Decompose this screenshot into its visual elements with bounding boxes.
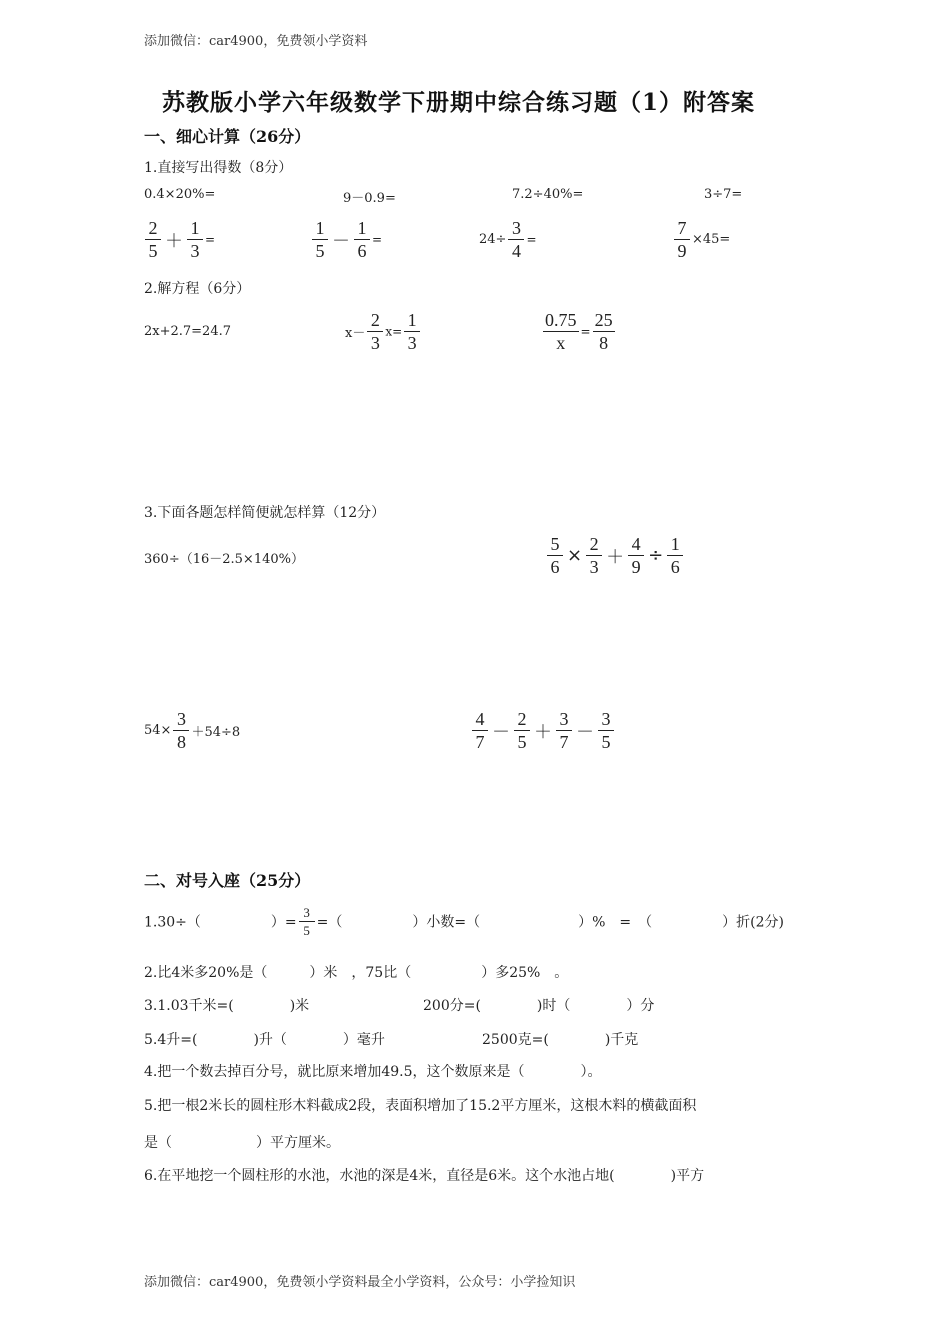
fill-line-8: 6.在平地挖一个圆柱形的水池，水池的深是4米，直径是6米。这个水池占地( )平方 <box>144 1168 705 1184</box>
simplify-2: $\frac{5}{6}$ × $\frac{2}{3}$ ＋ $\frac{4}{9}$ ÷ $\frac{1}{6}$ <box>545 534 685 577</box>
section2-heading: 二、对号入座（25分） <box>144 871 311 890</box>
fill-line-6: 5.把一根2米长的圆柱形木料截成2段，表面积增加了15.2平方厘米，这根木料的横截面积 <box>144 1098 697 1114</box>
q3-label: 3.下面各题怎样简便就怎样算（12分） <box>144 505 386 521</box>
calc-5: $\frac{2}{5}$ ＋ $\frac{1}{3}$ = <box>143 218 215 261</box>
fill-line-1: 1.30÷（ ）= $\frac{3}{5}$ =（ ）小数=（ ）% = （ ）折(2分) <box>144 905 784 938</box>
calc-8: $\frac{7}{9}$ ×45= <box>672 218 730 261</box>
page-title: 苏教版小学六年级数学下册期中综合练习题（1）附答案 <box>162 89 756 116</box>
fill-line-3a: 3.1.03千米=( )米 <box>144 998 310 1014</box>
fill-line-4a: 5.4升=( )升（ ）毫升 <box>144 1032 385 1048</box>
calc-6: $\frac{1}{5}$ － $\frac{1}{6}$ = <box>310 218 382 261</box>
fill-line-3b: 200分=( )时（ ）分 <box>423 998 655 1014</box>
simplify-4: $\frac{4}{7}$ － $\frac{2}{5}$ ＋ $\frac{3}{7}$ － $\frac{3}{5}$ <box>470 709 616 752</box>
section1-heading: 一、细心计算（26分） <box>144 127 311 146</box>
fill-line-4b: 2500克=( )千克 <box>482 1032 639 1048</box>
fill-line-2: 2.比4米多20%是（ ）米 ，75比（ ）多25% 。 <box>144 965 569 981</box>
calc-3: 7.2÷40%= <box>512 187 584 202</box>
fill-line-5: 4.把一个数去掉百分号，就比原来增加49.5，这个数原来是（ ）。 <box>144 1064 602 1080</box>
simplify-1: 360÷（16－2.5×140%） <box>144 552 304 567</box>
simplify-3: 54× $\frac{3}{8}$ ＋54÷8 <box>144 709 241 752</box>
page-footer: 添加微信：car4900，免费领小学资料最全小学资料，公众号：小学捡知识 <box>144 1275 576 1290</box>
equation-1: 2x+2.7=24.7 <box>144 324 232 339</box>
equation-2: x－ $\frac{2}{3}$ x= $\frac{1}{3}$ <box>345 310 422 353</box>
fill-line-7: 是（ ）平方厘米。 <box>144 1135 340 1151</box>
calc-1: 0.4×20%= <box>144 187 216 202</box>
q1-label: 1.直接写出得数（8分） <box>144 160 293 176</box>
equation-3: $\frac{0.75}{x}$ = $\frac{25}{8}$ <box>545 310 613 353</box>
calc-2: 9－0.9= <box>343 191 396 206</box>
q2-label: 2.解方程（6分） <box>144 281 251 297</box>
calc-4: 3÷7= <box>704 187 743 202</box>
page-header: 添加微信：car4900，免费领小学资料 <box>144 34 368 49</box>
calc-7: 24÷ $\frac{3}{4}$ = <box>479 218 537 261</box>
